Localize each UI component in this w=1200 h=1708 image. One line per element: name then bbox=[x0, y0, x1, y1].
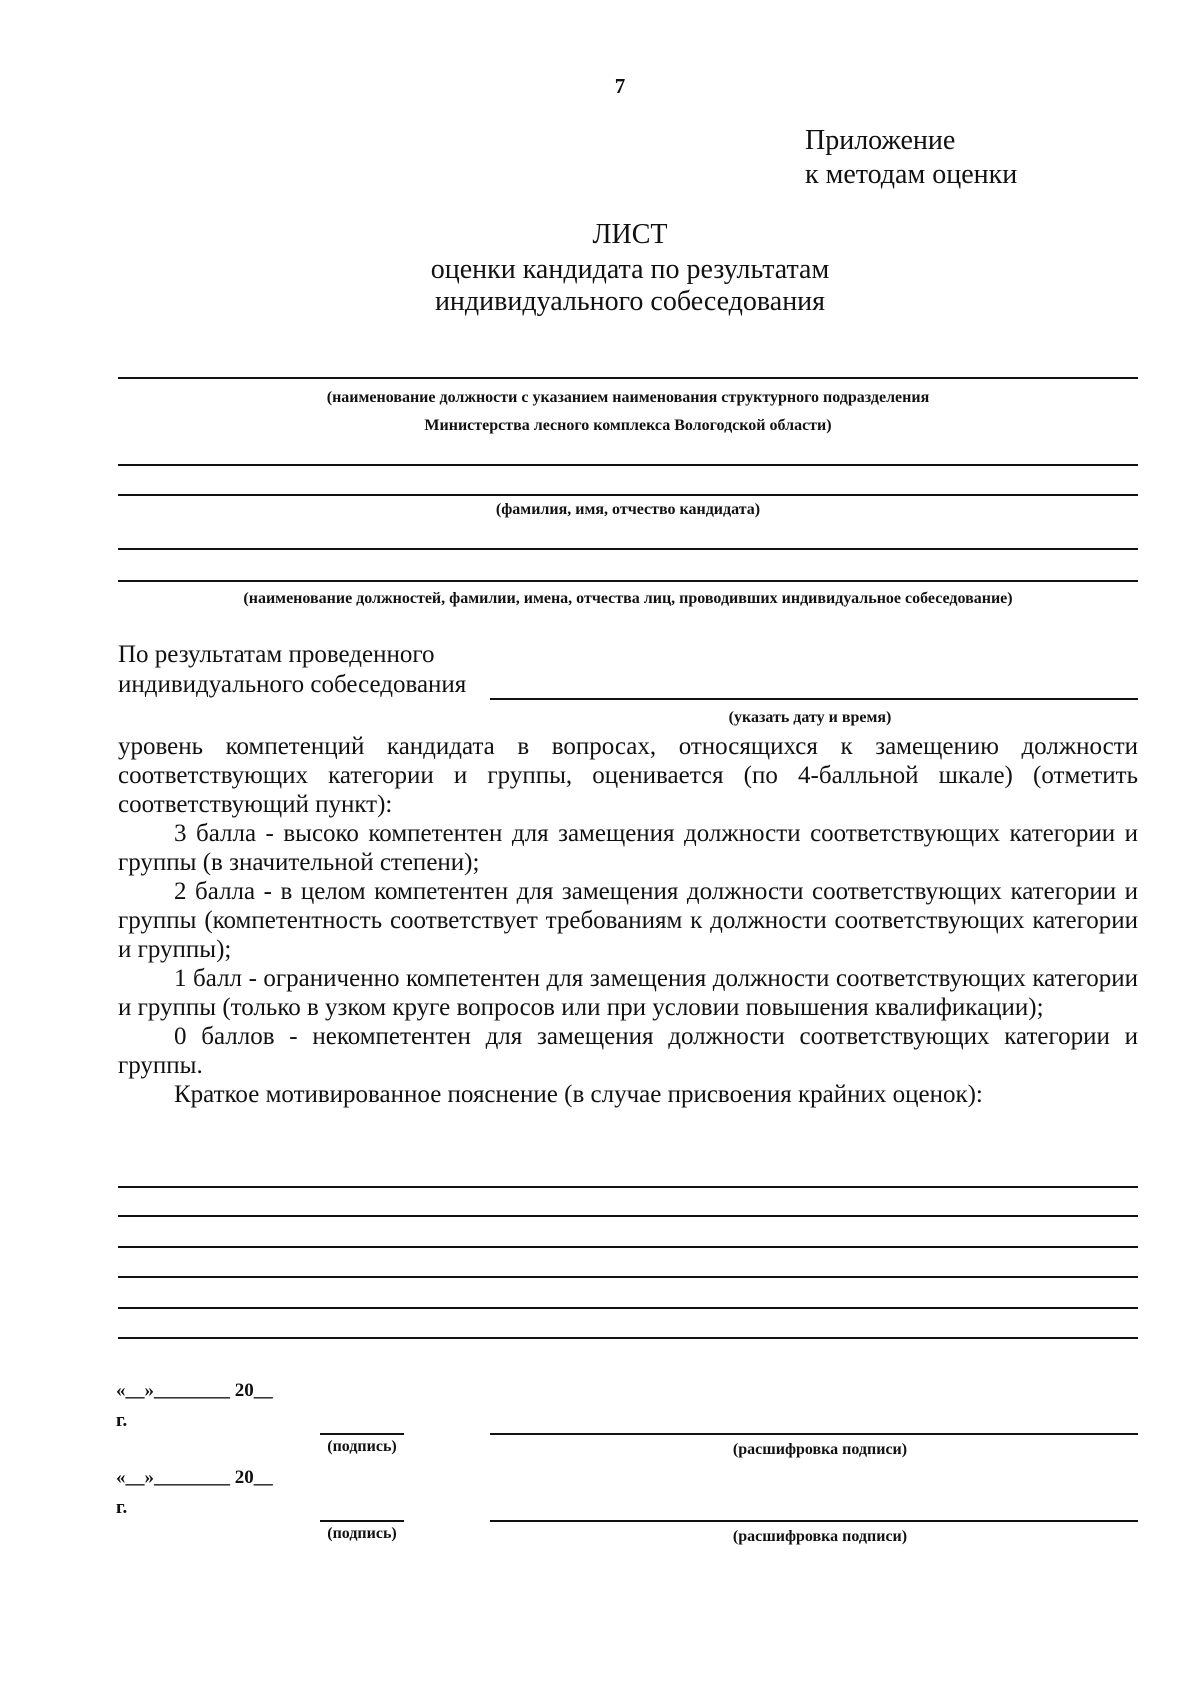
results-line-2: индивидуального собеседования bbox=[118, 671, 467, 698]
explanation-line[interactable] bbox=[118, 1276, 1138, 1278]
score-2-paragraph: 2 балла - в целом компетентен для замещения должности соответствующих категории и группы (компетентность соответствует требованиям к должности соответствующих категории и группы); bbox=[118, 878, 1138, 963]
signature-date-1: «__»________ 20__ bbox=[116, 1380, 273, 1401]
decode-caption-1: (расшифровка подписи) bbox=[732, 1441, 908, 1458]
appendix-note bbox=[805, 124, 1017, 192]
position-caption-2: Министерства лесного комплекса Вологодской области) bbox=[424, 417, 832, 434]
explanation-prompt: Краткое мотивированное пояснение (в случае присвоения крайних оценок): bbox=[174, 1081, 983, 1108]
signature-year-suffix-2: г. bbox=[116, 1497, 128, 1518]
explanation-line[interactable] bbox=[118, 1186, 1138, 1188]
signature-caption-2: (подпись) bbox=[327, 1525, 397, 1542]
page-number: 7 bbox=[614, 74, 626, 98]
results-line-1: По результатам проведенного bbox=[118, 641, 435, 668]
decode-caption-2: (расшифровка подписи) bbox=[732, 1528, 908, 1545]
date-time-field-line[interactable] bbox=[490, 698, 1138, 700]
document-title: ЛИСТ bbox=[592, 219, 668, 250]
interviewers-field-line-1[interactable] bbox=[118, 548, 1138, 550]
intro-paragraph: уровень компетенций кандидата в вопросах, относящихся к замещению должности соответствующих категории и группы, оценивается (по 4-балльной шкале) (отметить соответствующий пункт): bbox=[118, 733, 1138, 818]
appendix-line-1: Приложение bbox=[805, 125, 956, 156]
document-subtitle-2: индивидуального собеседования bbox=[434, 286, 826, 317]
explanation-line[interactable] bbox=[118, 1307, 1138, 1309]
explanation-line[interactable] bbox=[118, 1215, 1138, 1217]
interviewers-caption: (наименование должностей, фамилии, имена, отчества лиц, проводивших индивидуальное собеседование) bbox=[243, 590, 1013, 607]
score-3-paragraph: 3 балла - высоко компетентен для замещения должности соответствующих категории и группы (в значительной степени); bbox=[118, 820, 1138, 876]
signature-date-2: «__»________ 20__ bbox=[116, 1467, 273, 1488]
position-field-line[interactable] bbox=[118, 377, 1138, 379]
signature-caption-1: (подпись) bbox=[327, 1438, 397, 1455]
explanation-line[interactable] bbox=[118, 1246, 1138, 1248]
candidate-caption: (фамилия, имя, отчество кандидата) bbox=[495, 501, 761, 518]
document-subtitle-1: оценки кандидата по результатам bbox=[430, 254, 830, 285]
assessment-text bbox=[118, 732, 1138, 1109]
signature-year-suffix-1: г. bbox=[116, 1410, 128, 1431]
appendix-line-2: к методам оценки bbox=[805, 159, 1018, 190]
score-1-paragraph: 1 балл - ограниченно компетентен для замещения должности соответствующих категории и группы (только в узком круге вопросов или при условии повышения квалификации); bbox=[118, 965, 1138, 1021]
position-caption-1: (наименование должности с указанием наименования структурного подразделения bbox=[326, 389, 930, 406]
date-time-caption: (указать дату и время) bbox=[728, 709, 892, 726]
interviewers-field-line-2[interactable] bbox=[118, 580, 1138, 582]
position-field-line-2[interactable] bbox=[118, 464, 1138, 466]
explanation-line[interactable] bbox=[118, 1337, 1138, 1339]
score-0-paragraph: 0 баллов - некомпетентен для замещения должности соответствующих категории и группы. bbox=[118, 1023, 1138, 1079]
